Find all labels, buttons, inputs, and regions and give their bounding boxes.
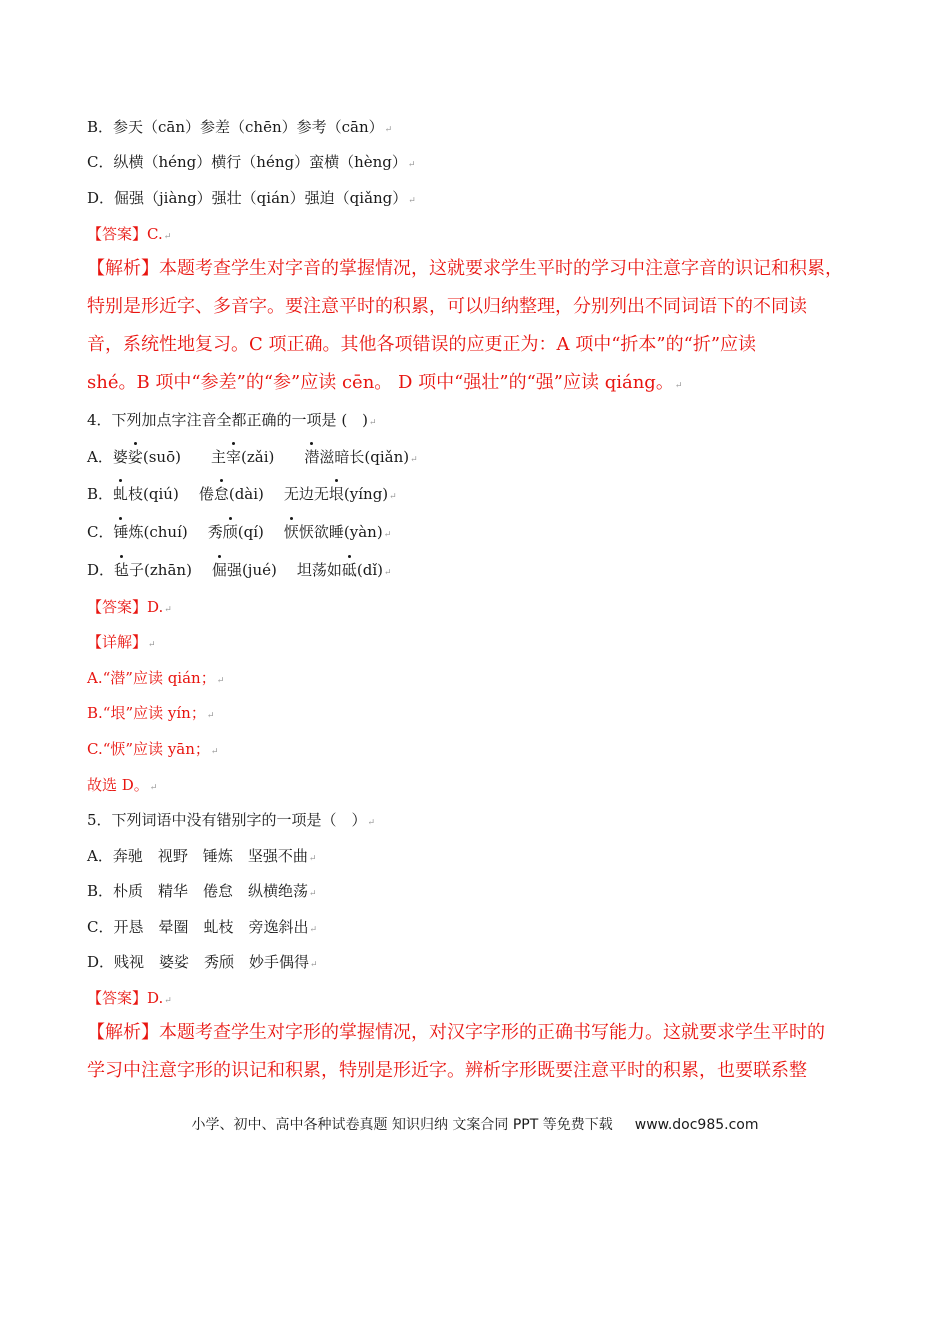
q4-option-c: C．锤炼(chuí) 秀颀(qí) 恹恹欲睡(yàn)↵ — [87, 523, 392, 541]
q4-stem: 4．下列加点字注音全都正确的一项是 ( )↵ — [87, 411, 377, 429]
emphasis-dot-char: 毡 — [114, 561, 130, 579]
emphasis-dot-char: 锤 — [113, 523, 129, 541]
page-footer — [0, 1115, 950, 1135]
q4-detail-a: A.“潜”应读 qián；↵ — [87, 669, 225, 687]
emphasis-dot-char: 怠 — [213, 485, 229, 503]
footer-text: 小学、初中、高中各种试卷真题 知识归纳 文案合同 PPT 等免费下载 — [191, 1117, 613, 1133]
emphasis-dot-char: 倔 — [211, 561, 227, 579]
q4-detail-label: 【详解】↵ — [87, 633, 156, 651]
emphasis-dot-char: 颀 — [222, 523, 238, 541]
q5-option-d: D．贱视 婆娑 秀颀 妙手偶得↵ — [87, 953, 318, 971]
q5-option-a: A．奔驰 视野 锤炼 坚强不曲↵ — [87, 847, 317, 865]
q3-answer: 【答案】C.↵ — [87, 225, 172, 243]
q4-conclusion: 故选 D。↵ — [87, 776, 158, 794]
q5-answer: 【答案】D.↵ — [87, 989, 172, 1007]
q3-option-c: C．纵横（héng）横行（héng）蛮横（hèng）↵ — [87, 153, 416, 171]
q3-analysis-line-3: 音，系统性地复习。C 项正确。其他各项错误的应更正为：A 项中“折本”的“折”应读 — [87, 334, 757, 355]
emphasis-dot-char: 虬 — [113, 485, 129, 503]
q3-option-b: B．参天（cān）参差（chēn）参考（cān）↵ — [87, 118, 393, 136]
q4-detail-b: B.“垠”应读 yín；↵ — [87, 704, 215, 722]
emphasis-dot-char: 恹 — [283, 523, 299, 541]
q5-stem: 5．下列词语中没有错别字的一项是（ ）↵ — [87, 811, 376, 829]
q5-analysis-line-2: 学习中注意字形的识记和积累，特别是形近字。辨析字形既要注意平时的积累，也要联系整 — [87, 1060, 807, 1081]
q4-option-b: B．虬枝(qiú) 倦怠(dài) 无边无垠(yíng)↵ — [87, 485, 397, 503]
q5-option-c: C．开恳 晕圈 虬枝 旁逸斜出↵ — [87, 918, 318, 936]
q3-analysis-line-4: shé。B 项中“参差”的“参”应读 cēn。 D 项中“强壮”的“强”应读 qiáng。↵ — [87, 372, 683, 393]
emphasis-dot-char: 娑 — [127, 448, 143, 466]
emphasis-dot-char: 砥 — [341, 561, 357, 579]
q3-analysis-line-1: 【解析】本题考查学生对字音的掌握情况，这就要求学生平时的学习中注意字音的识记和积累， — [87, 258, 843, 279]
emphasis-dot-char: 垠 — [328, 485, 344, 503]
emphasis-dot-char: 宰 — [225, 448, 241, 466]
emphasis-dot-char: 潜 — [304, 448, 320, 466]
q4-option-a: A．婆娑(suō) 主宰(zǎi) 潜滋暗长(qiǎn)↵ — [87, 448, 418, 466]
q3-analysis-line-2: 特别是形近字、多音字。要注意平时的积累，可以归纳整理，分别列出不同词语下的不同读 — [87, 296, 807, 317]
q4-answer: 【答案】D.↵ — [87, 598, 172, 616]
q5-option-b: B．朴质 精华 倦怠 纵横绝荡↵ — [87, 882, 317, 900]
q3-option-d: D．倔强（jiàng）强壮（qián）强迫（qiǎng）↵ — [87, 189, 416, 207]
q4-detail-c: C.“恹”应读 yān；↵ — [87, 740, 219, 758]
footer-site-link[interactable]: www.doc985.com — [634, 1117, 759, 1133]
q5-analysis-line-1: 【解析】本题考查学生对字形的掌握情况，对汉字字形的正确书写能力。这就要求学生平时的 — [87, 1022, 825, 1043]
q4-option-d: D．毡子(zhān) 倔强(jué) 坦荡如砥(dǐ)↵ — [87, 561, 392, 579]
